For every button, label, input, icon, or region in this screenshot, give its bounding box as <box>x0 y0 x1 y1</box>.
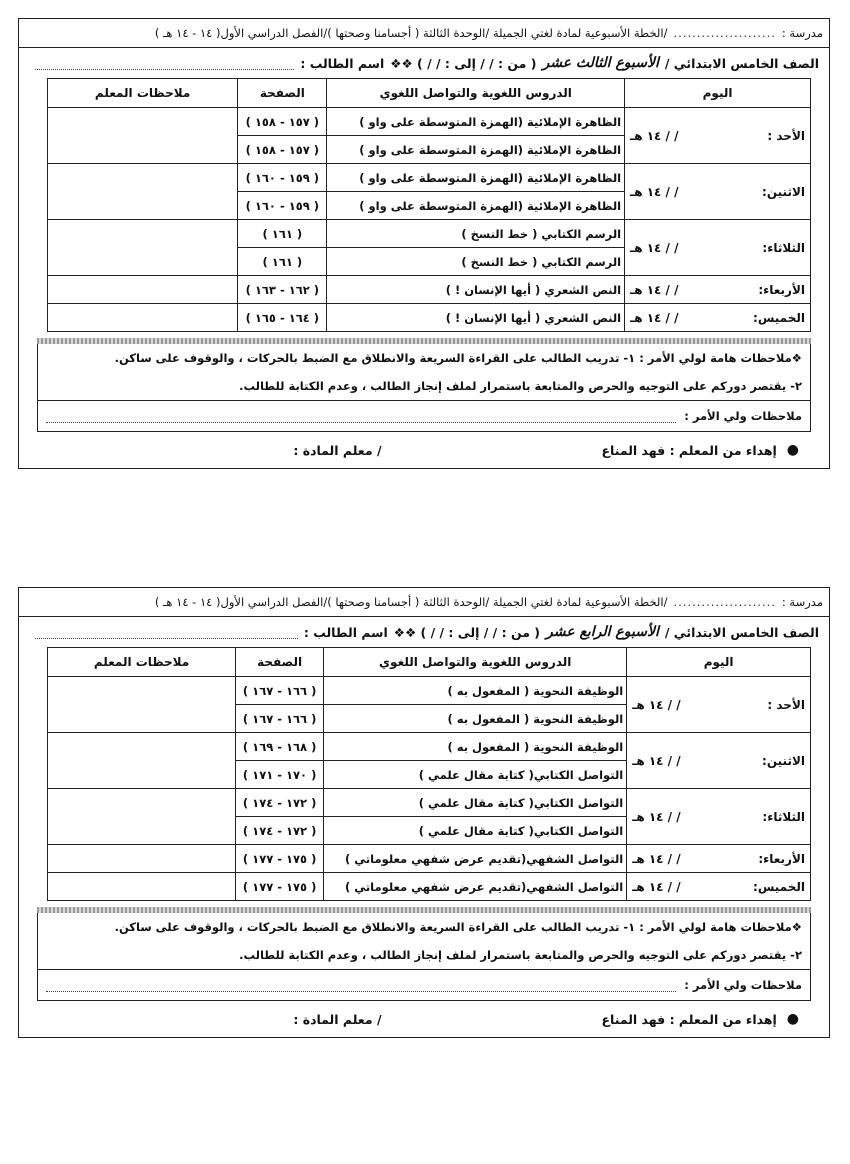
page-cell: ( ١٧٥ - ١٧٧ ) <box>236 873 324 901</box>
important-notes-line-2: ٢- يقتصر دوركم على التوجيه والحرص والمتابعة باستمرار لملف إنجاز الطالب ، وعدم الكتابة للطالب. <box>239 379 802 393</box>
day-date: / / ١٤ هـ <box>630 310 679 325</box>
student-name-field[interactable] <box>35 626 298 639</box>
day-cell <box>627 789 811 845</box>
teacher-notes-cell[interactable] <box>48 873 236 901</box>
plan-footer <box>19 1001 829 1037</box>
day-date: / / ١٤ هـ <box>632 809 681 824</box>
day-date: / / ١٤ هـ <box>632 879 681 894</box>
important-notes-line-1: ❖ملاحظات هامة لولي الأمر : ١- تدريب الطالب على القراءة السريعة والانطلاق مع الضبط بالحركات ، والوقوف على ساكن. <box>114 351 802 365</box>
page-cell: ( ١٧٠ - ١٧١ ) <box>236 761 324 789</box>
day-cell-content <box>630 810 807 824</box>
plan-frame <box>18 48 830 469</box>
table-row <box>48 677 811 705</box>
day-date: / / ١٤ هـ <box>630 282 679 297</box>
day-cell <box>627 677 811 733</box>
table-row <box>48 845 811 873</box>
table-row <box>48 873 811 901</box>
plan-header <box>18 18 830 48</box>
day-date: / / ١٤ هـ <box>632 697 681 712</box>
gift-line: إهداء من المعلم : فهد المناع <box>601 1011 777 1027</box>
teacher-notes-cell[interactable] <box>48 220 238 276</box>
table-row <box>48 304 811 332</box>
plan-frame <box>18 617 830 1038</box>
col-page: الصفحة <box>238 79 327 108</box>
page-cell: ( ١٦١ ) <box>238 248 327 276</box>
page-cell: ( ١٦٤ - ١٦٥ ) <box>238 304 327 332</box>
week-line <box>19 48 829 78</box>
lesson-cell: الوظيفة النحوية ( المفعول به ) <box>324 733 627 761</box>
lesson-cell: الوظيفة النحوية ( المفعول به ) <box>324 705 627 733</box>
bullet-icon: ● <box>786 1011 799 1027</box>
plan-header <box>18 587 830 617</box>
lesson-cell: الرسم الكتابي ( خط النسخ ) <box>327 248 625 276</box>
page-cell: ( ١٦١ ) <box>238 220 327 248</box>
important-notes-line-1: ❖ملاحظات هامة لولي الأمر : ١- تدريب الطالب على القراءة السريعة والانطلاق مع الضبط بالحركات ، والوقوف على ساكن. <box>114 920 802 934</box>
week-title: الأسبوع الرابع عشر <box>546 624 659 640</box>
school-name-dots: ...................... <box>673 26 776 40</box>
table-row <box>48 733 811 761</box>
day-cell-content <box>630 698 807 712</box>
teacher-notes-cell[interactable] <box>48 164 238 220</box>
page-cell: ( ١٧٢ - ١٧٤ ) <box>236 817 324 845</box>
week-title: الأسبوع الثالث عشر <box>542 55 659 71</box>
col-lessons: الدروس اللغوية والتواصل اللغوي <box>324 648 627 677</box>
day-name: الثلاثاء: <box>762 240 805 255</box>
lesson-cell: الظاهرة الإملائية (الهمزة المتوسطة على واو ) <box>327 108 625 136</box>
table-row <box>48 164 811 192</box>
day-cell-content <box>630 754 807 768</box>
table-header-row <box>48 79 811 108</box>
grade-label: الصف الخامس الابتدائي / <box>664 624 819 640</box>
table-row <box>48 108 811 136</box>
page-cell: ( ١٧٥ - ١٧٧ ) <box>236 845 324 873</box>
day-cell <box>627 733 811 789</box>
parent-notes-row <box>38 400 810 431</box>
day-cell-content <box>628 241 807 255</box>
student-name-field[interactable] <box>35 57 294 70</box>
table-header-row <box>48 648 811 677</box>
gift-line: إهداء من المعلم : فهد المناع <box>601 442 777 458</box>
lesson-cell: الوظيفة النحوية ( المفعول به ) <box>324 677 627 705</box>
day-cell-content <box>628 311 807 325</box>
day-cell <box>625 220 811 276</box>
lesson-cell: التواصل الشفهي(تقديم عرض شفهي معلوماتي ) <box>324 845 627 873</box>
teacher-notes-cell[interactable] <box>48 677 236 733</box>
parent-notes-label: ملاحظات ولي الأمر : <box>684 978 802 992</box>
day-cell <box>625 164 811 220</box>
school-label: مدرسة : <box>781 26 823 40</box>
col-day: اليوم <box>625 79 811 108</box>
day-cell-content <box>628 129 807 143</box>
col-notes: ملاحظات المعلم <box>48 79 238 108</box>
day-date: / / ١٤ هـ <box>630 184 679 199</box>
day-name: الاثنين: <box>762 753 805 768</box>
day-name: الخميس: <box>753 310 805 325</box>
day-name: الأربعاء: <box>758 851 805 866</box>
student-name-label: اسم الطالب : <box>300 55 385 71</box>
grade-label: الصف الخامس الابتدائي / <box>664 55 819 71</box>
day-name: الأحد : <box>767 697 805 712</box>
plan-title: /الخطة الأسبوعية لمادة لغتي الجميلة /الوحدة الثالثة ( أجسامنا وصحتها )/الفصل الدراسي الأول( ١٤ - ١٤ هـ ) <box>154 26 668 40</box>
student-name-label: اسم الطالب : <box>303 624 388 640</box>
bullet-icon: ● <box>786 442 799 458</box>
lessons-table <box>47 647 811 901</box>
day-date: / / ١٤ هـ <box>632 851 681 866</box>
school-label: مدرسة : <box>781 595 823 609</box>
page-cell: ( ١٧٢ - ١٧٤ ) <box>236 789 324 817</box>
plan-title: /الخطة الأسبوعية لمادة لغتي الجميلة /الوحدة الثالثة ( أجسامنا وصحتها )/الفصل الدراسي الأول( ١٤ - ١٤ هـ ) <box>154 595 668 609</box>
teacher-notes-cell[interactable] <box>48 733 236 789</box>
day-cell <box>625 304 811 332</box>
day-date: / / ١٤ هـ <box>632 753 681 768</box>
table-row <box>48 220 811 248</box>
lessons-table <box>47 78 811 332</box>
teacher-notes-cell[interactable] <box>48 276 238 304</box>
day-cell-content <box>630 852 807 866</box>
lesson-cell: الظاهرة الإملائية (الهمزة المتوسطة على واو ) <box>327 136 625 164</box>
day-name: الأربعاء: <box>758 282 805 297</box>
lesson-cell: الظاهرة الإملائية (الهمزة المتوسطة على واو ) <box>327 164 625 192</box>
col-page: الصفحة <box>236 648 324 677</box>
parent-notes-field[interactable] <box>46 410 676 423</box>
lesson-cell: التواصل الكتابي( كتابة مقال علمي ) <box>324 761 627 789</box>
table-row <box>48 276 811 304</box>
date-range: ( من : / / إلى : / / ) ❖❖ <box>393 624 540 640</box>
lesson-cell: النص الشعري ( أيها الإنسان ! ) <box>327 304 625 332</box>
day-date: / / ١٤ هـ <box>630 128 679 143</box>
day-name: الثلاثاء: <box>762 809 805 824</box>
weekly-plan-sheet-1 <box>18 18 830 469</box>
page-cell: ( ١٥٧ - ١٥٨ ) <box>238 108 327 136</box>
day-cell <box>627 873 811 901</box>
lesson-cell: النص الشعري ( أيها الإنسان ! ) <box>327 276 625 304</box>
lesson-cell: التواصل الكتابي( كتابة مقال علمي ) <box>324 817 627 845</box>
day-cell-content <box>630 880 807 894</box>
lesson-cell: الرسم الكتابي ( خط النسخ ) <box>327 220 625 248</box>
week-line <box>19 617 829 647</box>
col-lessons: الدروس اللغوية والتواصل اللغوي <box>327 79 625 108</box>
table-row <box>48 789 811 817</box>
col-notes: ملاحظات المعلم <box>48 648 236 677</box>
lesson-cell: التواصل الكتابي( كتابة مقال علمي ) <box>324 789 627 817</box>
page-cell: ( ١٥٧ - ١٥٨ ) <box>238 136 327 164</box>
plan-footer <box>19 432 829 468</box>
date-range: ( من : / / إلى : / / ) ❖❖ <box>390 55 537 71</box>
day-cell <box>625 108 811 164</box>
day-name: الخميس: <box>753 879 805 894</box>
day-name: الأحد : <box>767 128 805 143</box>
notes-box <box>37 913 811 1001</box>
parent-notes-label: ملاحظات ولي الأمر : <box>684 409 802 423</box>
teacher-notes-cell[interactable] <box>48 108 238 164</box>
school-name-dots: ...................... <box>673 595 776 609</box>
day-cell-content <box>628 185 807 199</box>
important-notes-line-2: ٢- يقتصر دوركم على التوجيه والحرص والمتابعة باستمرار لملف إنجاز الطالب ، وعدم الكتابة للطالب. <box>239 948 802 962</box>
lesson-cell: التواصل الشفهي(تقديم عرض شفهي معلوماتي ) <box>324 873 627 901</box>
day-cell-content <box>628 283 807 297</box>
day-cell <box>627 845 811 873</box>
page-cell: ( ١٥٩ - ١٦٠ ) <box>238 192 327 220</box>
page-cell: ( ١٦٨ - ١٦٩ ) <box>236 733 324 761</box>
lesson-cell: الظاهرة الإملائية (الهمزة المتوسطة على واو ) <box>327 192 625 220</box>
day-name: الاثنين: <box>762 184 805 199</box>
teacher-notes-cell[interactable] <box>48 789 236 845</box>
teacher-label: / معلم المادة : <box>293 1011 382 1027</box>
page-cell: ( ١٦٦ - ١٦٧ ) <box>236 677 324 705</box>
page-cell: ( ١٦٦ - ١٦٧ ) <box>236 705 324 733</box>
weekly-plan-sheet-2 <box>18 587 830 1038</box>
day-cell <box>625 276 811 304</box>
teacher-notes-cell[interactable] <box>48 304 238 332</box>
page-cell: ( ١٦٢ - ١٦٣ ) <box>238 276 327 304</box>
day-date: / / ١٤ هـ <box>630 240 679 255</box>
teacher-notes-cell[interactable] <box>48 845 236 873</box>
page-cell: ( ١٥٩ - ١٦٠ ) <box>238 164 327 192</box>
notes-box <box>37 344 811 432</box>
parent-notes-field[interactable] <box>46 979 676 992</box>
teacher-label: / معلم المادة : <box>293 442 382 458</box>
parent-notes-row <box>38 969 810 1000</box>
col-day: اليوم <box>627 648 811 677</box>
